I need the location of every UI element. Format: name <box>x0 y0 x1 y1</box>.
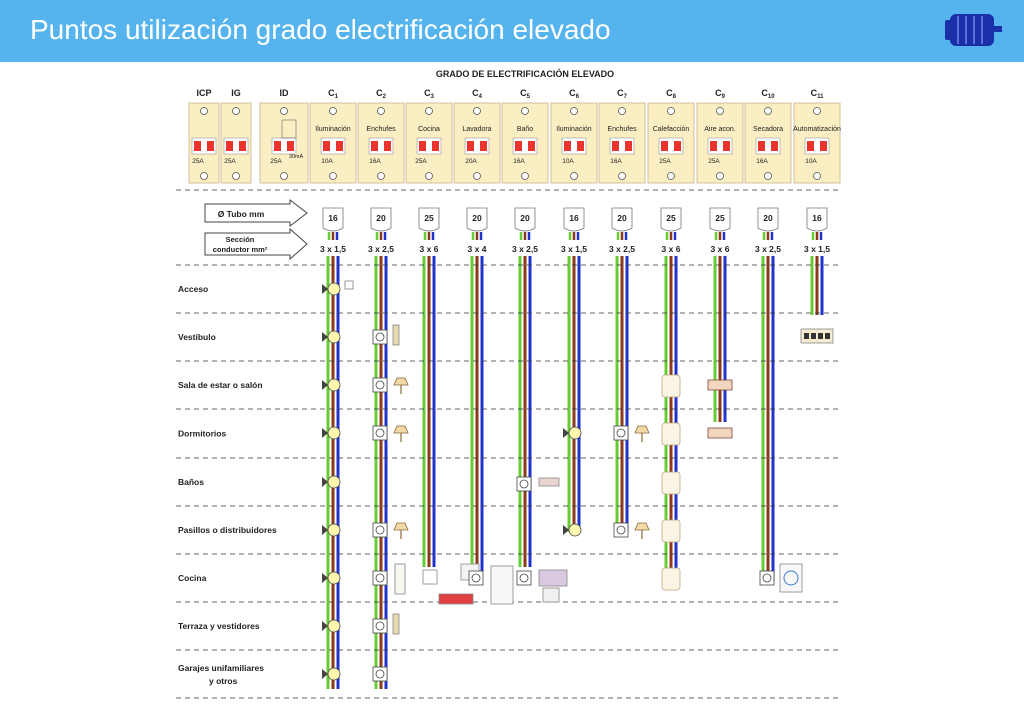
circuit-code-subscript: 3 <box>430 94 434 100</box>
circuit-name: Iluminación <box>556 126 592 133</box>
circuit-code-letter: C <box>472 88 479 98</box>
vacuum-cleaner-icon <box>393 325 399 345</box>
tube-diameter: 25 <box>424 213 434 223</box>
circuit-code-letter: C <box>520 88 527 98</box>
breaker-toggle <box>274 141 281 151</box>
terminal-screw <box>474 173 481 180</box>
circuit-name: Automatización <box>793 126 841 133</box>
breaker-rating: 16A <box>610 158 622 165</box>
circuit-name: Calefacción <box>652 126 690 133</box>
circuit-code <box>666 88 677 100</box>
circuit-code-subscript: 1 <box>334 94 338 100</box>
tube-diameter: 25 <box>666 213 676 223</box>
circuit-code <box>617 88 628 100</box>
breaker-toggle <box>287 141 294 151</box>
terminal-screw <box>281 173 288 180</box>
electrification-diagram <box>0 62 1024 724</box>
terminal-screw <box>201 173 208 180</box>
vacuum-cleaner-icon <box>393 614 399 634</box>
breaker-rating: 10A <box>562 158 574 165</box>
terminal-screw <box>233 108 240 115</box>
circuit-code-letter: C <box>328 88 335 98</box>
circuit-code-subscript: 9 <box>721 94 725 100</box>
conductor-section: 3 x 1,5 <box>320 244 346 254</box>
terminal-screw <box>378 108 385 115</box>
terminal-screw <box>717 173 724 180</box>
table-lamp-icon <box>394 426 408 433</box>
breaker-rating: 25A <box>659 158 671 165</box>
terminal-screw <box>201 108 208 115</box>
breaker-toggle <box>207 141 214 151</box>
tube-diameter: 16 <box>569 213 579 223</box>
circuit-code-letter: C <box>569 88 576 98</box>
socket-outlet-icon <box>373 523 387 537</box>
socket-outlet-icon <box>373 330 387 344</box>
circuit-code-subscript: 10 <box>767 94 775 100</box>
table-lamp-icon <box>394 523 408 530</box>
tube-label: Ø Tubo mm <box>217 209 265 219</box>
washing-machine-icon <box>491 566 513 604</box>
circuit-code <box>569 88 580 100</box>
circuit-name: Baño <box>516 126 534 133</box>
circuit-name: Enchufes <box>366 126 396 133</box>
terminal-screw <box>330 173 337 180</box>
terminal-screw <box>571 108 578 115</box>
breaker-toggle <box>432 141 439 151</box>
terminal-screw <box>765 173 772 180</box>
breaker-toggle <box>515 141 522 151</box>
terminal-screw <box>281 108 288 115</box>
breaker-toggle <box>336 141 343 151</box>
radiator-icon <box>662 568 680 590</box>
breaker-toggle <box>577 141 584 151</box>
doorbell-icon <box>345 281 353 289</box>
conductor-section: 3 x 6 <box>661 244 681 254</box>
room-label: Cocina <box>178 573 207 583</box>
circuit-code-letter: C <box>810 88 818 98</box>
breaker-toggle <box>710 141 717 151</box>
circuit-name: Iluminación <box>315 126 351 133</box>
breaker-toggle <box>807 141 814 151</box>
terminal-screw <box>717 108 724 115</box>
microwave-icon <box>543 588 559 602</box>
socket-outlet-icon <box>614 523 628 537</box>
terminal-screw <box>522 108 529 115</box>
section-label-line1: Sección <box>225 235 255 244</box>
socket-outlet-icon <box>373 426 387 440</box>
conductor-section: 3 x 2,5 <box>368 244 394 254</box>
room-label: Sala de estar o salón <box>178 380 263 390</box>
light-point-icon <box>328 379 340 391</box>
room-label: Dormitorios <box>178 428 227 439</box>
header-bar <box>0 0 1024 62</box>
breaker-toggle <box>384 141 391 151</box>
circuit-code-subscript: 8 <box>672 94 676 100</box>
conductor-section: 3 x 2,5 <box>512 244 538 254</box>
terminal-screw <box>522 173 529 180</box>
automation-module-icon <box>818 333 823 339</box>
terminal-screw <box>378 173 385 180</box>
terminal-screw <box>330 108 337 115</box>
radiator-icon <box>662 375 680 397</box>
terminal-screw <box>668 108 675 115</box>
hob-icon <box>439 594 473 604</box>
circuit-wires <box>328 256 822 689</box>
terminal-screw <box>233 173 240 180</box>
fridge-icon <box>395 564 405 594</box>
tube-diameter: 16 <box>812 213 822 223</box>
breaker-toggle <box>419 141 426 151</box>
iron-icon <box>539 570 567 586</box>
radiator-icon <box>662 520 680 542</box>
breaker-toggle <box>226 141 233 151</box>
conductor-section: 3 x 2,5 <box>755 244 781 254</box>
cooker-outlet-icon <box>423 570 437 584</box>
light-point-icon <box>328 524 340 536</box>
circuit-code-subscript: 5 <box>526 94 530 100</box>
light-point-icon <box>328 572 340 584</box>
terminal-screw <box>426 108 433 115</box>
circuit-code-letter: C <box>376 88 383 98</box>
circuit-code <box>811 88 825 100</box>
conductor-section: 3 x 6 <box>710 244 730 254</box>
circuit-name: Secadora <box>753 126 783 133</box>
panel-device-code: ICP <box>196 88 212 98</box>
circuit-code <box>472 88 483 100</box>
light-point-icon <box>569 524 581 536</box>
breaker-toggle <box>758 141 765 151</box>
slide-title: Puntos utilización grado electrificación elevado <box>30 14 611 45</box>
socket-outlet-icon <box>517 571 531 585</box>
breaker-toggle <box>625 141 632 151</box>
hair-dryer-icon <box>539 478 559 486</box>
circuit-code <box>376 88 387 100</box>
breaker-toggle <box>723 141 730 151</box>
light-point-icon <box>328 476 340 488</box>
breaker-toggle <box>467 141 474 151</box>
table-lamp-icon <box>635 426 649 433</box>
air-conditioner-icon <box>708 428 732 438</box>
breaker-rating: 20A <box>465 158 477 165</box>
circuit-code-letter: C <box>666 88 673 98</box>
circuit-code <box>424 88 435 100</box>
circuit-name: Aire acon. <box>704 126 736 133</box>
circuit-name: Lavadora <box>462 126 492 133</box>
breaker-toggle <box>371 141 378 151</box>
breaker-toggle <box>239 141 246 151</box>
tube-diameter: 16 <box>328 213 338 223</box>
socket-outlet-icon <box>373 667 387 681</box>
conductor-section: 3 x 1,5 <box>804 244 830 254</box>
socket-outlet-icon <box>614 426 628 440</box>
light-point-icon <box>328 620 340 632</box>
breaker-toggle <box>612 141 619 151</box>
breaker-rating: 25A <box>224 158 236 165</box>
socket-outlet-icon <box>373 378 387 392</box>
socket-outlet-icon <box>469 571 483 585</box>
circuit-name: Cocina <box>418 126 440 133</box>
breaker-toggle <box>820 141 827 151</box>
tube-diameter: 20 <box>472 213 482 223</box>
room-rows <box>176 190 842 698</box>
table-lamp-icon <box>635 523 649 530</box>
circuit-name: Enchufes <box>607 126 637 133</box>
circuit-code-letter: C <box>424 88 431 98</box>
terminal-screw <box>426 173 433 180</box>
circuit-code-letter: C <box>617 88 624 98</box>
circuit-code-subscript: 11 <box>817 94 824 100</box>
circuit-code <box>761 88 775 100</box>
terminal-screw <box>571 173 578 180</box>
terminal-screw <box>814 173 821 180</box>
differential-sensitivity: 30mA <box>288 154 304 160</box>
dryer-icon <box>780 564 802 592</box>
automation-module-icon <box>804 333 809 339</box>
breaker-rating: 16A <box>756 158 768 165</box>
room-label: Terraza y vestidores <box>178 621 260 631</box>
breaker-toggle <box>194 141 201 151</box>
terminal-screw <box>668 173 675 180</box>
air-conditioner-icon <box>708 380 732 390</box>
light-point-icon <box>328 668 340 680</box>
terminal-screw <box>814 108 821 115</box>
breaker-toggle <box>528 141 535 151</box>
breaker-toggle <box>771 141 778 151</box>
circuit-code-letter: C <box>715 88 722 98</box>
circuit-code-subscript: 4 <box>478 94 482 100</box>
breaker-rating: 16A <box>513 158 525 165</box>
light-point-icon <box>328 331 340 343</box>
breaker-rating: 25A <box>415 158 427 165</box>
radiator-icon <box>662 423 680 445</box>
arrow-label-box <box>205 229 307 259</box>
socket-outlet-icon <box>373 571 387 585</box>
light-point-icon <box>328 427 340 439</box>
breaker-rating: 25A <box>270 158 282 165</box>
breaker-toggle <box>661 141 668 151</box>
room-label: Pasillos o distribuidores <box>178 525 277 535</box>
breaker-toggle <box>674 141 681 151</box>
room-label: Acceso <box>178 284 209 294</box>
radiator-icon <box>662 472 680 494</box>
circuit-code-subscript: 6 <box>575 94 579 100</box>
conductor-section: 3 x 4 <box>467 244 487 254</box>
light-point-icon <box>569 427 581 439</box>
socket-outlet-icon <box>760 571 774 585</box>
socket-outlet-icon <box>517 477 531 491</box>
terminal-screw <box>765 108 772 115</box>
conductor-section: 3 x 6 <box>419 244 439 254</box>
conductor-section: 3 x 2,5 <box>609 244 635 254</box>
panel-device-code: ID <box>279 88 289 98</box>
circuit-code <box>715 88 726 100</box>
tube-diameter: 20 <box>376 213 386 223</box>
conductor-section: 3 x 1,5 <box>561 244 587 254</box>
tube-section-labels <box>205 200 830 259</box>
distribution-panel <box>189 88 841 183</box>
terminal-screw <box>474 108 481 115</box>
breaker-toggle <box>323 141 330 151</box>
terminal-screw <box>619 173 626 180</box>
breaker-rating: 16A <box>369 158 381 165</box>
terminal-screw <box>619 108 626 115</box>
tube-diameter: 20 <box>617 213 627 223</box>
room-label: Baños <box>178 477 204 487</box>
table-lamp-icon <box>394 378 408 385</box>
light-point-icon <box>328 283 340 295</box>
diagram-title: GRADO DE ELECTRIFICACIÓN ELEVADO <box>435 69 615 79</box>
section-label-line2: conductor mm² <box>212 245 268 254</box>
circuit-code-subscript: 2 <box>382 94 386 100</box>
automation-module-icon <box>811 333 816 339</box>
tube-diameter: 25 <box>715 213 725 223</box>
tube-diameter: 20 <box>763 213 773 223</box>
breaker-rating: 10A <box>805 158 817 165</box>
breaker-rating: 25A <box>192 158 204 165</box>
automation-module-icon <box>825 333 830 339</box>
room-label: Garajes unifamiliares <box>178 663 264 673</box>
room-label-line2: y otros <box>209 676 238 686</box>
electric-motor-icon <box>944 10 1006 50</box>
breaker-rating: 25A <box>708 158 720 165</box>
room-label: Vestíbulo <box>178 332 216 342</box>
circuit-code-letter: C <box>761 88 768 98</box>
circuit-code-subscript: 7 <box>623 94 627 100</box>
circuit-code <box>328 88 339 100</box>
socket-outlet-icon <box>373 619 387 633</box>
breaker-toggle <box>564 141 571 151</box>
circuit-code <box>520 88 531 100</box>
breaker-toggle <box>480 141 487 151</box>
tube-diameter: 20 <box>520 213 530 223</box>
panel-device-code: IG <box>231 88 241 98</box>
breaker-rating: 10A <box>321 158 333 165</box>
